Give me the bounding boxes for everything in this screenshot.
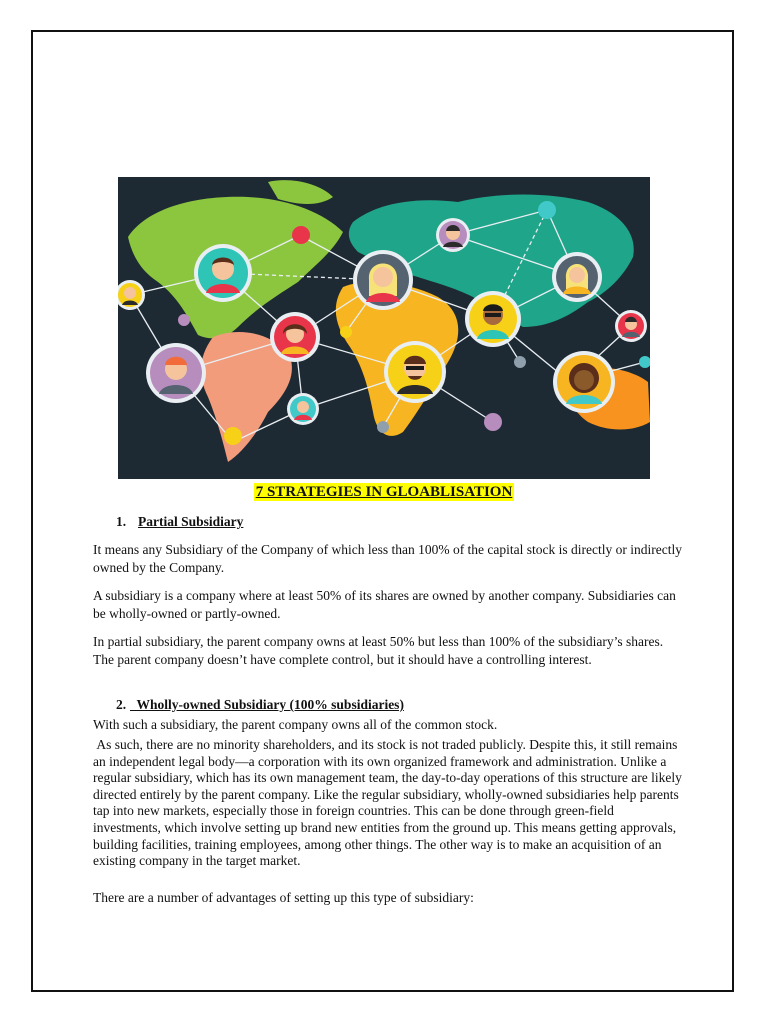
avatar (353, 250, 413, 310)
title-container (0, 483, 768, 501)
section-1-paragraph-1: It means any Subsidiary of the Company of which less than 100% of the capital stock is directly or indirectly owned by the Company. (93, 542, 682, 575)
avatar (194, 244, 252, 302)
section-1-paragraph-2: A subsidiary is a company where at least 50% of its shares are owned by another company. Subsidiaries can be wholly-owned or partly-owned. (93, 588, 676, 621)
avatar (384, 341, 446, 403)
avatar (553, 351, 615, 413)
avatar (146, 343, 206, 403)
avatar (615, 310, 647, 342)
global-network-illustration (118, 177, 650, 479)
section-2-paragraph-1: With such a subsidiary, the parent company owns all of the common stock. (93, 717, 498, 732)
section-1-heading (116, 514, 243, 530)
avatar (287, 393, 319, 425)
world-map-graphic (118, 177, 650, 479)
document-title: 7 STRATEGIES IN GLOABLISATION (255, 484, 513, 500)
section-2-title: Wholly-owned Subsidiary (100% subsidiaries) (130, 697, 404, 712)
section-1-paragraph-3: In partial subsidiary, the parent company owns at least 50% but less than 100% of the subsidiary’s shares. The parent company doesn’t have complete control, but it should have a controlling interest. (93, 634, 664, 667)
section-1-title: Partial Subsidiary (138, 514, 244, 529)
section-2-paragraph-3: There are a number of advantages of setting up this type of subsidiary: (93, 890, 474, 905)
section-2-heading (116, 697, 404, 713)
avatar (436, 218, 470, 252)
avatar (465, 291, 521, 347)
section-2-paragraph-2: As such, there are no minority shareholders, and its stock is not traded publicly. Despite this, it still remains an independent legal body—a corporation with its own organized framework and administration. Unlike a regular subsidiary, which has its own management team, the day-to-day operations of this structure are likely directed entirely by the parent company. Like the regular subsidiary, wholly-owned subsidiaries help parents tap into new markets, especially those in foreign countries. This can be done through green-field investments, which involve setting up brand new entities from the ground up. This means getting approvals, building facilities, training employees, among other things. The other way is to make an acquisition of an existing company in the target market. (93, 737, 686, 869)
section-2-number: 2. (116, 697, 127, 712)
avatar (552, 252, 602, 302)
section-1-number: 1. (116, 514, 127, 529)
avatar (270, 312, 320, 362)
